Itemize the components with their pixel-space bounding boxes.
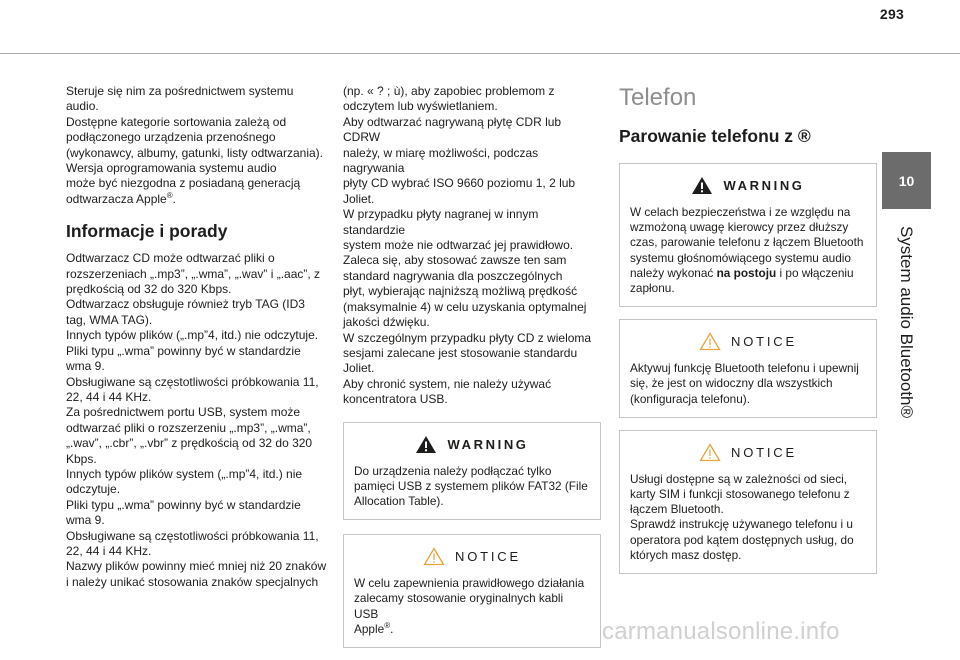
warning-text: Do urządzenia należy podłączać tylko pamięci USB z systemem plików FAT32 (File Allocation Table).	[354, 463, 588, 508]
warning-title: WARNING	[447, 436, 529, 452]
warning-triangle-icon	[691, 176, 713, 195]
warning-header	[630, 176, 866, 195]
recording-paragraph: (np. « ? ; ù), aby zapobiec problemom z odczytem lub wyświetlaniem. Aby odtwarzać nagrywaną płytę CDR lub CDRW należy, w miarę możliwości, podczas nagrywania płyty CD wybrać ISO 9660 poziomu 1, 2 lub Joliet. W przypadku płyty nagranej w innym standardzie system może nie odtwarzać jej prawidłowo. Zaleca się, aby stosować zawsze ten sam standard nagrywania dla poszczególnych płyt, wybierając najniższą możliwą prędkość (maksymalnie 4) w celu uzyskania optymalnej jakości dźwięku. W szczególnym przypadku płyty CD z wieloma sesjami zalecane jest stosowanie standardu Joliet. Aby chronić system, nie należy używać koncentratora USB.	[343, 84, 592, 407]
chapter-number: 10	[898, 172, 915, 189]
notice-header	[630, 443, 866, 462]
notice-title: NOTICE	[731, 334, 797, 350]
warning-text: W celach bezpieczeństwa i ze względu na wzmożoną uwagę kierowcy przez dłuższy czas, parowanie telefonu z łączem Bluetooth systemu głośnomówiącego systemu audio należy wykonać na postoju i po włączeniu zapłonu.	[630, 205, 864, 296]
header-divider	[0, 53, 960, 54]
services-notice-box	[619, 430, 877, 574]
info-heading: Informacje i porady	[66, 221, 228, 242]
notice-title: NOTICE	[731, 444, 797, 460]
info-paragraph: Odtwarzacz CD może odtwarzać pliki o rozszerzeniach „.mp3”, „.wma”, „.wav” i „.aac”, z prędkością od 32 do 320 Kbps. Odtwarzacz obsługuje również tryb TAG (ID3 tag, WMA TAG). Innych typów plików („.mp”4, itd.) nie odczytuje. Pliki typu „.wma” powinny być w standardzie wma 9. Obsługiwane są częstotliwości próbkowania 11, 22, 44 i 44 KHz. Za pośrednictwem portu USB, system może odtwarzać pliki o rozszerzeniu „.mp3”, „.wma”, „.wav”, „.cbr”, „.vbr” z prędkością od 32 do 320 Kbps. Innych typów plików system („.mp”4, itd.) nie odczytuje. Pliki typu „.wma” powinny być w standardzie wma 9. Obsługiwane są częstotliwości próbkowania 11, 22, 44 i 44 KHz. Nazwy plików powinny mieć mniej niż 20 znaków i należy unikać stosowania znaków specjalnych	[66, 251, 327, 589]
page-number: 293	[879, 6, 905, 22]
pairing-warning-box	[619, 163, 877, 307]
notice-title: NOTICE	[455, 549, 521, 565]
intro-paragraph: Steruje się nim za pośrednictwem systemu audio. Dostępne kategorie sortowania zależą od podłączonego urządzenia przenośnego (wykonawcy, albumy, gatunki, listy odtwarzania). Wersja oprogramowania systemu audio może być niezgodna z posiadaną generacją odtwarzacza Apple®.	[66, 84, 323, 206]
emphasis-text: na postoju	[716, 265, 777, 280]
column-2	[343, 84, 601, 660]
notice-text: Usługi dostępne są w zależności od sieci, karty SIM i funkcji stosowanego telefonu z łączem Bluetooth. Sprawdź instrukcję używanego telefonu i u operatora pod kątem dostępnych usług, do których masz dostęp.	[630, 471, 854, 562]
notice-triangle-icon	[699, 443, 721, 462]
notice-text: W celu zapewnienia prawidłowego działania zalecamy stosowanie oryginalnych kabli USB Apple®.	[354, 576, 585, 636]
pairing-heading: Parowanie telefonu z ®	[619, 126, 811, 146]
warning-title: WARNING	[723, 178, 805, 193]
notice-triangle-icon	[699, 332, 721, 351]
notice-text: Aktywuj funkcję Bluetooth telefonu i upewnij się, że jest on widoczny dla wszystkich (konfiguracja telefonu).	[630, 361, 859, 406]
usb-notice-box	[343, 534, 601, 648]
watermark: carmanualsonline.info	[602, 618, 840, 645]
notice-header	[630, 332, 866, 351]
chapter-title: System audio Bluetooth®	[897, 225, 916, 419]
column-3	[619, 84, 877, 586]
section-title: Telefon	[619, 84, 697, 111]
chapter-tab	[882, 152, 931, 209]
warning-header	[354, 435, 590, 454]
column-1	[66, 84, 328, 590]
usb-warning-box	[343, 422, 601, 521]
warning-triangle-icon	[415, 435, 437, 454]
bluetooth-notice-box	[619, 319, 877, 418]
notice-triangle-icon	[423, 547, 445, 566]
notice-header	[354, 547, 590, 566]
